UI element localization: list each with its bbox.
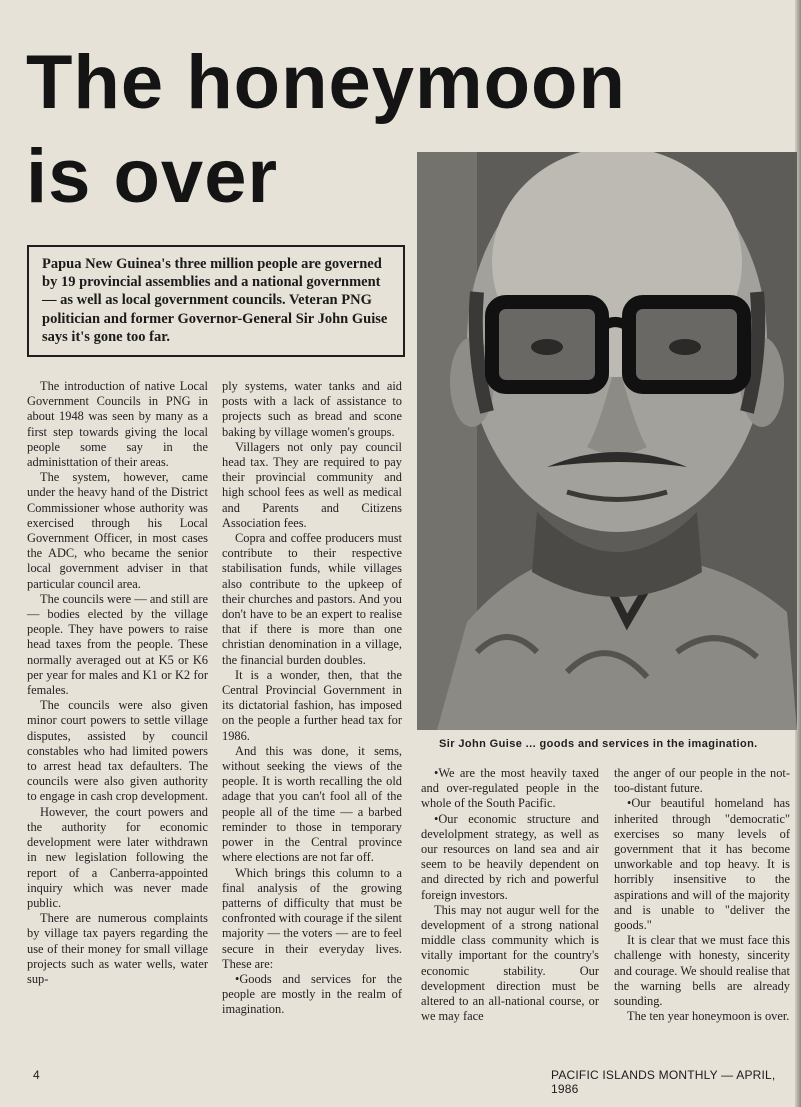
- paragraph: ply systems, water tanks and aid posts with a lack of assistance to projects such as bread and scone baking by village women's groups.: [222, 379, 402, 439]
- running-footer: PACIFIC ISLANDS MONTHLY — APRIL, 1986: [551, 1068, 776, 1096]
- paragraph: The councils were — and still are — bodies elected by the village people. They have powers to raise head taxes from the people. These normally averaged out at K5 or K6 per year for males and K1 or K2 for females.: [27, 591, 208, 698]
- body-column-1: [27, 379, 208, 987]
- paragraph: •We are the most heavily taxed and over-regulated people in the whole of the South Pacific.: [421, 766, 599, 811]
- paragraph: The system, however, came under the heavy hand of the District Commissioner whose authority was exercised through his Local Government Officer, in most cases the ADC, who became the senior local government adviser in that particular council area.: [27, 470, 208, 591]
- paragraph: Which brings this column to a final analysis of the growing patterns of difficulty that must be confronted with courage if the silent majority — the voters — are to feel secure in their everyday lives. These are:: [222, 865, 402, 971]
- photo-caption: Sir John Guise ... goods and services in the imagination.: [439, 738, 758, 750]
- paragraph: •Our beautiful homeland has inherited through "democratic" exercises so many levels of government that it has become unworkable and top heavy. It is horribly insensitive to the aspirations and will of the majority and is unable to "deliver the goods.": [614, 796, 790, 933]
- portrait-illustration: [417, 152, 797, 730]
- paragraph: It is clear that we must face this challenge with honesty, sincerity and courage. We should realise that the warning bells are already sounding.: [614, 933, 790, 1009]
- paragraph: There are numerous complaints by village tax payers regarding the use of their money for small village projects such as water wells, water sup-: [27, 911, 208, 986]
- paragraph: However, the court powers and the authority for economic development were later withdrawn in new legislation following the report of a Canberra-appointed inquiry which was never made public.: [27, 804, 208, 910]
- body-column-2: [222, 379, 402, 1018]
- body-column-4: [614, 766, 790, 1024]
- standfirst-box: Papua New Guinea's three million people are governed by 19 provincial assemblies and a national government — as well as local government councils. Veteran PNG politician and former Governor-General Sir John Guise says it's gone too far.: [27, 245, 405, 357]
- paragraph: It is a wonder, then, that the Central Provincial Government in its dictatorial fashion, has imposed on the people a further head tax for 1986.: [222, 667, 402, 743]
- paragraph: Villagers not only pay council head tax. They are required to pay their provincial community and high school fees as well as medical and Parents and Citizens Association fees.: [222, 439, 402, 530]
- paragraph: This may not augur well for the development of a strong national middle class community which is vitally important for the country's economic stability. Our development direction must be altered to an all-national course, or we may face: [421, 902, 599, 1024]
- paragraph: The councils were also given minor court powers to settle village disputes, assisted by council constables who had limited powers to arrest head tax defaulters. The councils were also given authority to engage in cash crop development.: [27, 698, 208, 804]
- paragraph: •Goods and services for the people are mostly in the realm of imagination.: [222, 971, 402, 1017]
- paragraph: The ten year honeymoon is over.: [627, 1009, 790, 1024]
- paragraph: •Our economic structure and develolpment strategy, as well as our resources on land sea and air seem to be heavily dependent on and directed by rich and powerful foreign investors.: [421, 811, 599, 902]
- headline: The honeymoon is over: [26, 40, 626, 219]
- body-column-3: [421, 766, 599, 1024]
- paragraph: Copra and coffee producers must contribute to their respective stabilisation funds, while villages also contribute to the upkeep of their churches and pastors. And you don't have to be an expert to realise that if there is more than one christian denomination in a village, the financial burden doubles.: [222, 531, 402, 667]
- paragraph: the anger of our people in the not-too-distant future.: [614, 766, 790, 796]
- portrait-photo: [417, 152, 797, 730]
- paragraph: And this was done, it sems, without seeking the views of the people. It is worth recalling the old adage that you can't fool all of the people all of the time — a barbed reminder to those in temporary power in the Central province where elections are not far off.: [222, 743, 402, 865]
- page-number: 4: [33, 1068, 40, 1082]
- paragraph: The introduction of native Local Government Councils in PNG in about 1948 was seen by many as a first step towards giving the local people some say in the administtation of their areas.: [27, 379, 208, 470]
